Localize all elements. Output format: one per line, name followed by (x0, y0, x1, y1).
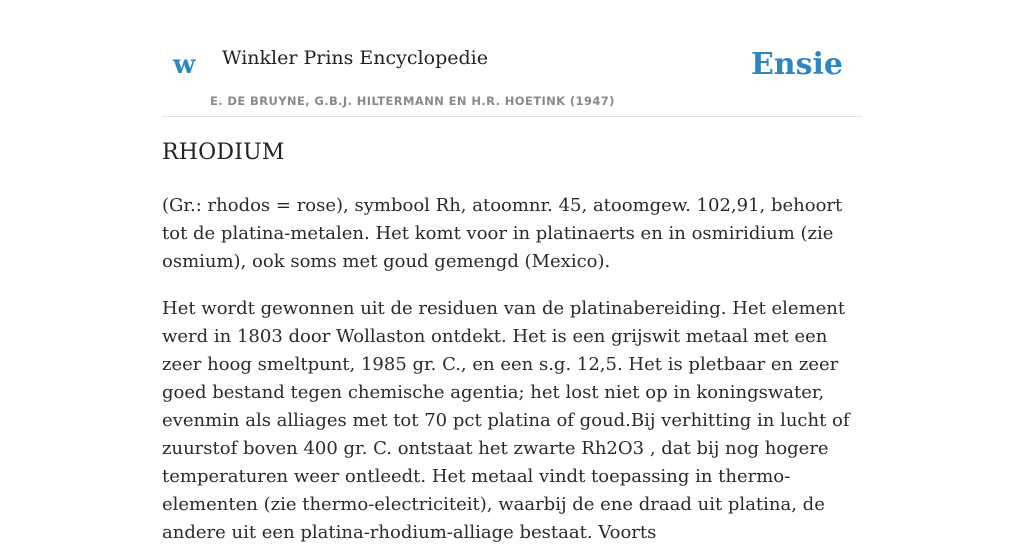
encyclopedia-logo[interactable]: w (173, 50, 196, 80)
article-paragraph: Het wordt gewonnen uit de residuen van de platinabereiding. Het element werd in 1803 door Wollaston ontdekt. Het is een grijswit metaal met een zeer hoog smeltpunt, 1985 gr. C., en een s.g. 12,5. Het is pletbaar en zeer goed bestand tegen chemische agentia; het lost niet op in koningswater, evenmin als alliages met tot 70 pct platina of goud.Bij verhitting in lucht of zuurstof boven 400 gr. C. ontstaat het zwarte Rh2O3 , dat bij nog hogere temperaturen weer ontleedt. Het metaal vindt toepassing in thermo-elementen (zie thermo-electriciteit), waarbij de ene draad uit platina, de andere uit een platina-rhodium-alliage bestaat. Voorts (162, 298, 850, 543)
article-paragraph: (Gr.: rhodos = rose), symbool Rh, atoomnr. 45, atoomgew. 102,91, behoort tot de platina-metalen. Het komt voor in platinaerts en in osmiridium (zie osmium), ook soms met goud gemengd (Mexico). (162, 195, 843, 272)
header (162, 0, 862, 117)
site-title[interactable]: Winkler Prins Encyclopedie (222, 47, 488, 69)
authors-line: E. DE BRUYNE, G.B.J. HILTERMANN EN H.R. HOETINK (1947) (210, 94, 615, 108)
ensie-logo[interactable]: Ensie (750, 47, 843, 82)
page (162, 0, 862, 543)
article-title: RHODIUM (162, 140, 285, 165)
